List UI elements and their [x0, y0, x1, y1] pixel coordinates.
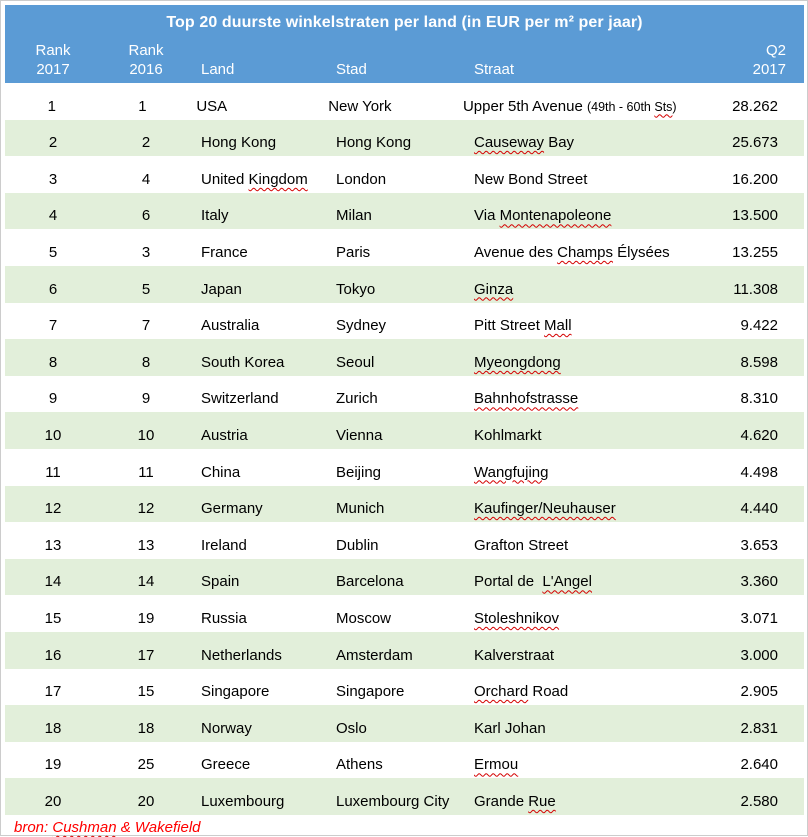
cell-rank-2017: 3 [48, 170, 58, 188]
column-header-line: 2017 [36, 61, 70, 78]
cell-value: 8.310 [740, 390, 778, 408]
cell-rank-2016: 9 [141, 390, 151, 408]
cell-straat [464, 427, 674, 445]
cell-stad: Athens [336, 756, 383, 774]
cell-land [191, 610, 326, 628]
cell-rank-2017: 10 [44, 426, 62, 444]
cell-stad: Beijing [336, 463, 382, 481]
cell-straat [464, 793, 674, 811]
cell-straat [464, 464, 674, 482]
cell-land [191, 427, 326, 445]
cell-rank-2016: 6 [141, 207, 151, 225]
text-segment: Japan [201, 280, 242, 298]
cell-value: 4.498 [740, 463, 778, 481]
text-segment: Norway [201, 719, 252, 737]
cell-land [191, 134, 326, 152]
table-row [5, 669, 804, 706]
cell-land [191, 281, 326, 299]
text-segment: Kohlmarkt [474, 426, 542, 444]
cell-rank-2017: 4 [48, 207, 58, 225]
column-header-row [5, 37, 804, 83]
table-row [5, 742, 804, 779]
text-segment: Russia [201, 609, 247, 627]
table-row [5, 559, 804, 596]
cell-value: 3.000 [740, 646, 778, 664]
text-segment: Hong Kong [201, 134, 277, 152]
text-segment: Luxembourg [201, 792, 285, 810]
cell-straat [453, 98, 677, 116]
cell-straat [464, 281, 674, 299]
cell-land [191, 317, 326, 335]
cell-land [191, 647, 326, 665]
table-row [5, 120, 804, 157]
cell-land [191, 793, 326, 811]
column-header-line: Rank [35, 42, 71, 59]
misspelled-text: Cushman [52, 818, 117, 836]
column-header-stad: Stad [336, 61, 367, 78]
cell-rank-2017: 17 [44, 683, 62, 701]
cell-rank-2016: 8 [141, 353, 151, 371]
cell-straat [464, 244, 674, 262]
table-row [5, 83, 804, 120]
cell-straat [464, 537, 674, 555]
cell-rank-2017: 5 [48, 243, 58, 261]
cell-rank-2017: 12 [44, 500, 62, 518]
misspelled-text: Rue [528, 792, 556, 810]
cell-rank-2017: 14 [44, 573, 62, 591]
cell-rank-2016: 17 [137, 646, 155, 664]
column-header-line: Rank [128, 42, 164, 59]
cell-value: 3.360 [740, 573, 778, 591]
cell-stad: Milan [336, 207, 372, 225]
misspelled-text: Bahnhofstrasse [474, 390, 579, 408]
text-segment: Greece [201, 756, 251, 774]
column-header-rank-2016 [101, 41, 191, 79]
column-header-straat: Straat [474, 61, 515, 78]
cell-land [191, 756, 326, 774]
cell-rank-2017: 9 [48, 390, 58, 408]
text-segment: China [201, 463, 241, 481]
cell-value: 8.598 [740, 353, 778, 371]
misspelled-text: Ermou [474, 756, 519, 774]
text-segment: USA [196, 97, 228, 115]
cell-value: 3.653 [740, 536, 778, 554]
text-segment: Portal de [474, 573, 543, 591]
misspelled-text: Causeway [474, 134, 545, 152]
cell-rank-2016: 12 [137, 500, 155, 518]
text-segment: ) [672, 99, 677, 114]
text-segment: (49th - 60th [586, 99, 655, 114]
cell-value: 2.905 [740, 683, 778, 701]
cell-stad: Moscow [336, 609, 392, 627]
column-header-line: 2017 [752, 61, 786, 78]
misspelled-text: Sts [654, 99, 673, 114]
table-row [5, 156, 804, 193]
text-segment: Austria [201, 426, 248, 444]
cell-value: 13.255 [732, 243, 778, 261]
cell-rank-2016: 25 [137, 756, 155, 774]
table-row [5, 376, 804, 413]
misspelled-text: Myeongdong [474, 353, 561, 371]
cell-rank-2017: 20 [44, 792, 62, 810]
table-row [5, 778, 804, 815]
cell-stad: Vienna [336, 426, 383, 444]
cell-rank-2016: 19 [137, 609, 155, 627]
cell-rank-2016: 1 [138, 97, 147, 115]
cell-rank-2016: 3 [141, 243, 151, 261]
cell-rank-2016: 7 [141, 317, 151, 335]
table-title: Top 20 duurste winkelstraten per land (in EUR per m² per jaar) [166, 14, 643, 31]
cell-value: 2.580 [740, 792, 778, 810]
cell-value: 3.071 [740, 609, 778, 627]
misspelled-text: Ginza [474, 280, 514, 298]
cell-rank-2017: 2 [48, 134, 58, 152]
cell-rank-2016: 18 [137, 719, 155, 737]
cell-straat [464, 171, 674, 189]
column-header-rank-2017 [5, 41, 101, 79]
cell-value: 25.673 [732, 134, 778, 152]
table-row [5, 449, 804, 486]
text-segment: & Wakefield [116, 818, 201, 836]
table-row [5, 266, 804, 303]
misspelled-text: Kaufinger/Neuhauser [474, 500, 616, 518]
cell-rank-2016: 4 [141, 170, 151, 188]
table-row [5, 229, 804, 266]
cell-stad: Sydney [336, 317, 387, 335]
cell-value: 13.500 [732, 207, 778, 225]
misspelled-text: L'Angel [542, 573, 592, 591]
table-row [5, 412, 804, 449]
cell-straat [464, 756, 674, 774]
cell-rank-2016: 20 [137, 792, 155, 810]
cell-straat [464, 610, 674, 628]
text-segment: Ireland [201, 536, 247, 554]
cell-land [191, 500, 326, 518]
table-row [5, 303, 804, 340]
cell-value: 28.262 [732, 97, 778, 115]
table-row [5, 339, 804, 376]
cell-land [191, 464, 326, 482]
table-row [5, 193, 804, 230]
cell-land [191, 390, 326, 408]
cell-rank-2017: 11 [45, 463, 61, 481]
text-segment: Australia [201, 317, 260, 335]
text-segment: Grafton Street [474, 536, 569, 554]
text-segment: Bay [544, 134, 575, 152]
cell-straat [464, 317, 674, 335]
cell-rank-2017: 1 [47, 97, 56, 115]
text-segment: Singapore [201, 683, 270, 701]
cell-straat [464, 647, 674, 665]
cell-stad: London [336, 170, 387, 188]
column-header-line: 2016 [129, 61, 163, 78]
cell-straat [464, 683, 674, 701]
table-row [5, 486, 804, 523]
cell-stad: Singapore [336, 683, 405, 701]
cell-value: 4.620 [740, 426, 778, 444]
cell-stad: Dublin [336, 536, 379, 554]
table-row [5, 705, 804, 742]
text-segment: Netherlands [201, 646, 282, 664]
column-header-q2-2017 [674, 41, 804, 79]
table-row [5, 595, 804, 632]
cell-rank-2017: 16 [44, 646, 62, 664]
text-segment: Germany [201, 500, 263, 518]
cell-stad: Paris [336, 243, 371, 261]
misspelled-text: Orchard [474, 683, 529, 701]
cell-land [191, 207, 326, 225]
cell-stad: Hong Kong [336, 134, 412, 152]
cell-stad: Tokyo [336, 280, 376, 298]
cell-stad: Amsterdam [336, 646, 413, 664]
text-segment: New Bond Street [474, 170, 588, 188]
cell-stad: Zurich [336, 390, 378, 408]
cell-rank-2017: 13 [44, 536, 62, 554]
misspelled-text: Mall [544, 317, 572, 335]
cell-land [191, 720, 326, 738]
text-segment: Road [528, 683, 569, 701]
cell-land [191, 683, 326, 701]
cell-rank-2016: 14 [137, 573, 155, 591]
text-segment: Upper 5th Avenue [462, 97, 587, 115]
source-note [5, 815, 804, 837]
misspelled-text: Montenapoleone [499, 207, 612, 225]
cell-stad: Luxembourg City [336, 792, 450, 810]
cell-rank-2017: 7 [48, 317, 58, 335]
misspelled-text: Wangfujing [474, 463, 549, 481]
cell-rank-2017: 15 [44, 609, 62, 627]
text-segment: Pitt Street [474, 317, 545, 335]
cell-land [191, 537, 326, 555]
text-segment: Karl Johan [474, 719, 546, 737]
table-row [5, 632, 804, 669]
cell-value: 9.422 [740, 317, 778, 335]
text-segment: Kalverstraat [474, 646, 555, 664]
table-body [5, 83, 804, 815]
cell-stad: Barcelona [336, 573, 404, 591]
column-header-land: Land [201, 61, 235, 78]
cell-rank-2017: 6 [48, 280, 58, 298]
cell-straat [464, 720, 674, 738]
table-row [5, 522, 804, 559]
text-segment: Grande [474, 792, 529, 810]
text-segment: Avenue des [474, 243, 558, 261]
cell-value: 16.200 [732, 170, 778, 188]
text-segment: Switzerland [201, 390, 279, 408]
text-segment: France [201, 243, 248, 261]
text-segment: Élysées [612, 243, 670, 261]
misspelled-text: Stoleshnikov [474, 609, 560, 627]
misspelled-text: Champs [557, 243, 613, 261]
cell-land [191, 354, 326, 372]
cell-value: 2.640 [740, 756, 778, 774]
column-header-line: Q2 [765, 42, 786, 59]
cell-rank-2016: 15 [137, 683, 155, 701]
text-segment: South Korea [201, 353, 285, 371]
shopping-streets-table [5, 5, 804, 837]
cell-straat [464, 500, 674, 518]
misspelled-text: Kingdom [248, 170, 308, 188]
cell-rank-2017: 8 [48, 353, 58, 371]
cell-value: 11.308 [733, 280, 778, 298]
cell-land [191, 573, 326, 591]
cell-rank-2017: 19 [44, 756, 62, 774]
cell-stad: Munich [336, 500, 385, 518]
cell-straat [464, 390, 674, 408]
text-segment: Italy [201, 207, 229, 225]
text-segment: United [201, 170, 249, 188]
cell-rank-2016: 5 [141, 280, 151, 298]
text-segment: bron: [14, 818, 53, 836]
cell-straat [464, 207, 674, 225]
cell-stad: Oslo [336, 719, 367, 737]
cell-rank-2016: 10 [137, 426, 155, 444]
cell-straat [464, 354, 674, 372]
cell-straat [464, 134, 674, 152]
cell-stad: New York [328, 97, 392, 115]
cell-rank-2016: 11 [138, 463, 154, 481]
cell-land [191, 244, 326, 262]
cell-rank-2016: 13 [137, 536, 155, 554]
cell-value: 4.440 [740, 500, 778, 518]
cell-land [191, 171, 326, 189]
cell-stad: Seoul [336, 353, 375, 371]
cell-rank-2017: 18 [44, 719, 62, 737]
text-segment: Spain [201, 573, 240, 591]
text-segment: Via [474, 207, 500, 225]
table-header [5, 5, 804, 83]
cell-straat [464, 573, 674, 591]
cell-land [186, 98, 318, 116]
cell-value: 2.831 [740, 719, 778, 737]
cell-rank-2016: 2 [141, 134, 151, 152]
